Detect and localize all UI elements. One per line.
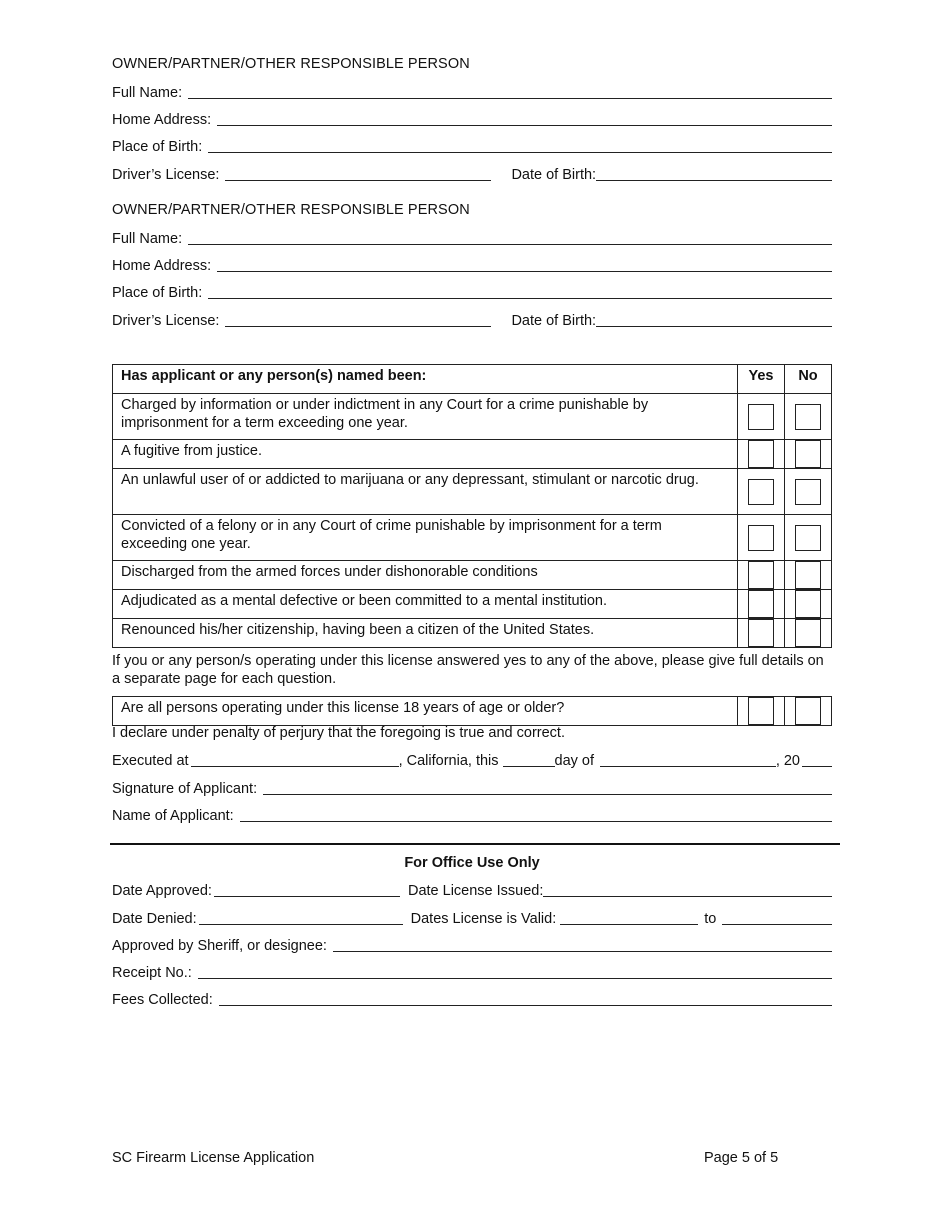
- question-text: Discharged from the armed forces under dishonorable conditions: [113, 561, 738, 590]
- person-2-full-name-field[interactable]: [112, 228, 832, 248]
- applicant-name-label: Name of Applicant:: [112, 808, 234, 824]
- no-checkbox[interactable]: [795, 440, 821, 468]
- denied-valid-row: [112, 908, 832, 928]
- age-question-table: [112, 696, 832, 726]
- person-2-heading: OWNER/PARTNER/OTHER RESPONSIBLE PERSON: [112, 202, 470, 218]
- date-of-birth-blank[interactable]: [596, 312, 832, 327]
- yes-checkbox[interactable]: [748, 525, 774, 551]
- date-denied-label: Date Denied:: [112, 911, 197, 927]
- person-1-home-address-field[interactable]: [112, 109, 832, 129]
- receipt-no-label: Receipt No.:: [112, 965, 192, 981]
- person-1-full-name-field[interactable]: [112, 82, 832, 102]
- home-address-blank[interactable]: [217, 257, 832, 272]
- receipt-no-field[interactable]: [112, 962, 832, 982]
- executed-row: [112, 750, 832, 770]
- fees-collected-field[interactable]: [112, 989, 832, 1009]
- applicant-name-field[interactable]: [112, 805, 832, 825]
- question-text: An unlawful user of or addicted to marijuana or any depressant, stimulant or narcotic drug.: [113, 469, 738, 515]
- question-row: [113, 619, 832, 648]
- drivers-license-label: Driver’s License:: [112, 313, 220, 329]
- valid-from-blank[interactable]: [560, 910, 698, 925]
- office-use-title: For Office Use Only: [404, 855, 540, 871]
- office-divider: [110, 843, 840, 845]
- home-address-label: Home Address:: [112, 258, 212, 274]
- person-1-place-of-birth-field[interactable]: [112, 136, 832, 156]
- questions-header: Has applicant or any person(s) named been:: [113, 365, 738, 394]
- question-row: [113, 469, 832, 515]
- age-question-text: Are all persons operating under this license 18 years of age or older?: [113, 697, 738, 726]
- place-of-birth-blank[interactable]: [208, 138, 832, 153]
- executed-at-label: Executed at: [112, 753, 189, 769]
- place-of-birth-label: Place of Birth:: [112, 139, 203, 155]
- approved-issued-row: [112, 880, 832, 900]
- yes-checkbox[interactable]: [748, 404, 774, 430]
- fees-collected-blank[interactable]: [219, 991, 832, 1006]
- questions-header-row: [113, 365, 832, 394]
- valid-to-blank[interactable]: [722, 910, 832, 925]
- yes-header: Yes: [738, 365, 785, 394]
- yes-checkbox[interactable]: [748, 561, 774, 589]
- full-name-label: Full Name:: [112, 231, 183, 247]
- dates-valid-label: Dates License is Valid:: [410, 911, 557, 927]
- age-yes-checkbox[interactable]: [748, 697, 774, 725]
- yes-checkbox[interactable]: [748, 479, 774, 505]
- question-row: [113, 515, 832, 561]
- year-label: , 20: [775, 753, 800, 769]
- date-of-birth-blank[interactable]: [596, 166, 832, 181]
- applicant-name-blank[interactable]: [240, 807, 832, 822]
- no-checkbox[interactable]: [795, 479, 821, 505]
- question-text: Convicted of a felony or in any Court of crime punishable by imprisonment for a term exceeding one year.: [113, 515, 738, 561]
- day-of-label: day of: [554, 753, 595, 769]
- signature-blank[interactable]: [263, 780, 832, 795]
- full-name-blank[interactable]: [188, 230, 832, 245]
- place-of-birth-blank[interactable]: [208, 284, 832, 299]
- approved-by-blank[interactable]: [333, 937, 832, 952]
- to-label: to: [704, 911, 717, 927]
- drivers-license-label: Driver’s License:: [112, 167, 220, 183]
- age-question-row: [113, 697, 832, 726]
- home-address-blank[interactable]: [217, 111, 832, 126]
- no-header: No: [785, 365, 832, 394]
- year-blank[interactable]: [802, 752, 832, 767]
- month-blank[interactable]: [600, 752, 776, 767]
- person-2-place-of-birth-field[interactable]: [112, 282, 832, 302]
- question-text: Adjudicated as a mental defective or been committed to a mental institution.: [113, 590, 738, 619]
- approved-by-label: Approved by Sheriff, or designee:: [112, 938, 327, 954]
- no-checkbox[interactable]: [795, 619, 821, 647]
- yes-checkbox[interactable]: [748, 590, 774, 618]
- date-approved-blank[interactable]: [214, 882, 400, 897]
- question-row: [113, 440, 832, 469]
- california-label: , California, this: [398, 753, 499, 769]
- question-text: A fugitive from justice.: [113, 440, 738, 469]
- date-of-birth-label: Date of Birth:: [511, 167, 597, 183]
- no-checkbox[interactable]: [795, 561, 821, 589]
- drivers-license-blank[interactable]: [225, 166, 491, 181]
- yes-checkbox[interactable]: [748, 440, 774, 468]
- drivers-license-blank[interactable]: [225, 312, 491, 327]
- yes-note: If you or any person/s operating under this license answered yes to any of the above, please give full details on a separate page for each question.: [112, 653, 824, 687]
- full-name-blank[interactable]: [188, 84, 832, 99]
- date-of-birth-label: Date of Birth:: [511, 313, 597, 329]
- question-text: Renounced his/her citizenship, having been a citizen of the United States.: [113, 619, 738, 648]
- date-denied-blank[interactable]: [199, 910, 403, 925]
- place-of-birth-label: Place of Birth:: [112, 285, 203, 301]
- questions-table: [112, 364, 832, 648]
- declaration-text: I declare under penalty of perjury that the foregoing is true and correct.: [112, 725, 565, 741]
- full-name-label: Full Name:: [112, 85, 183, 101]
- person-1-heading: OWNER/PARTNER/OTHER RESPONSIBLE PERSON: [112, 56, 470, 72]
- date-license-issued-label: Date License Issued:: [407, 883, 544, 899]
- person-2-license-dob-row: [112, 310, 832, 330]
- fees-collected-label: Fees Collected:: [112, 992, 213, 1008]
- question-text: Charged by information or under indictment in any Court for a crime punishable by imprisonment for a term exceeding one year.: [113, 394, 738, 440]
- person-1-license-dob-row: [112, 164, 832, 184]
- question-row: [113, 394, 832, 440]
- person-2-home-address-field[interactable]: [112, 255, 832, 275]
- age-no-checkbox[interactable]: [795, 697, 821, 725]
- no-checkbox[interactable]: [795, 525, 821, 551]
- date-license-issued-blank[interactable]: [543, 882, 832, 897]
- receipt-no-blank[interactable]: [198, 964, 832, 979]
- no-checkbox[interactable]: [795, 590, 821, 618]
- day-blank[interactable]: [503, 752, 555, 767]
- home-address-label: Home Address:: [112, 112, 212, 128]
- executed-at-blank[interactable]: [191, 752, 399, 767]
- date-approved-label: Date Approved:: [112, 883, 212, 899]
- no-checkbox[interactable]: [795, 404, 821, 430]
- signature-label: Signature of Applicant:: [112, 781, 258, 797]
- approved-by-field[interactable]: [112, 935, 832, 955]
- signature-field[interactable]: [112, 778, 832, 798]
- question-row: [113, 561, 832, 590]
- footer-title: SC Firearm License Application: [112, 1150, 315, 1166]
- question-row: [113, 590, 832, 619]
- yes-checkbox[interactable]: [748, 619, 774, 647]
- page-number: Page 5 of 5: [704, 1150, 779, 1166]
